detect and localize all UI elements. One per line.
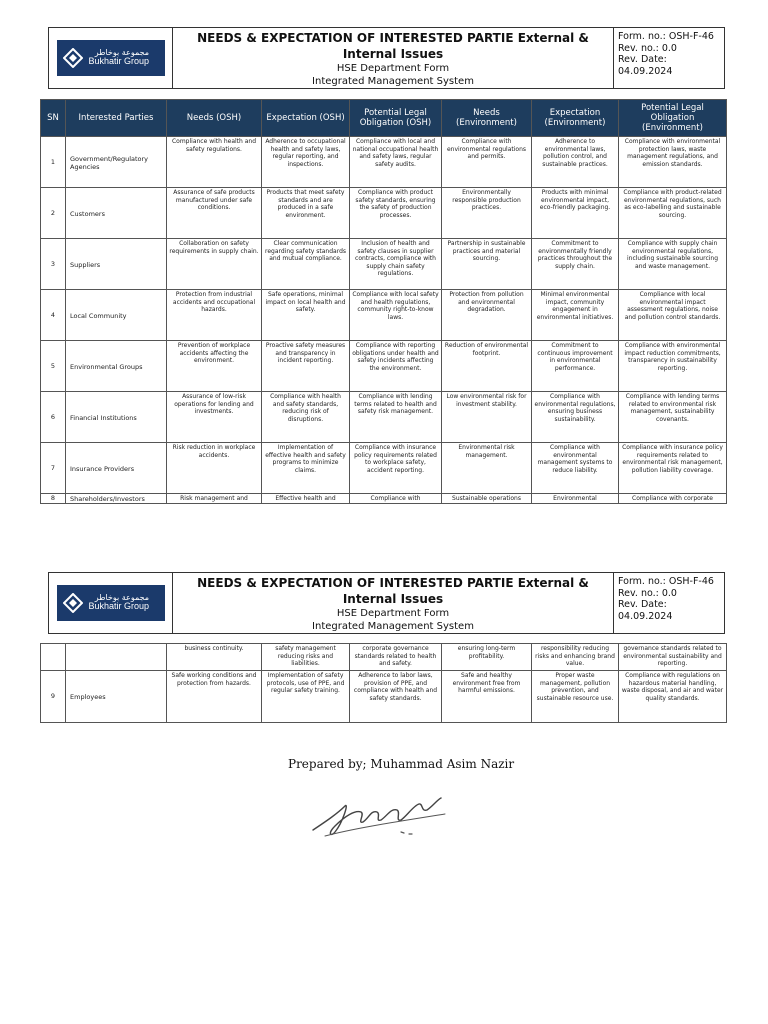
department-label: HSE Department Form xyxy=(336,63,450,74)
row-number: 4 xyxy=(41,290,66,341)
table-row xyxy=(41,671,727,723)
table-cell: Products with minimal environmental impact, eco-friendly packaging. xyxy=(532,188,619,239)
table-cell: Compliance with environmental impact reduction commitments, transparency in sustainability reporting. xyxy=(619,341,727,392)
table-cell: Commitment to continuous improvement in environmental performance. xyxy=(532,341,619,392)
table-cell: Adherence to labor laws, provision of PPE, and compliance with health and safety standards. xyxy=(350,671,442,723)
interested-party: Local Community xyxy=(66,290,167,341)
table-cell: Compliance with insurance policy requirements related to workplace safety, accident reporting. xyxy=(350,443,442,494)
table-cell: Assurance of safe products manufactured under safe conditions. xyxy=(167,188,262,239)
row-number: 5 xyxy=(41,341,66,392)
table-cell: Compliance with environmental regulations, ensuring business sustainability. xyxy=(532,392,619,443)
row-number: 1 xyxy=(41,137,66,188)
column-header-interested-parties: Interested Parties xyxy=(66,100,167,137)
interested-party: Financial Institutions xyxy=(66,392,167,443)
revision-date: 04.09.2024 xyxy=(618,610,673,622)
column-header-expectation-environment: Expectation (Environment) xyxy=(532,100,619,137)
column-header-expectation-osh: Expectation (OSH) xyxy=(262,100,350,137)
table-row xyxy=(41,290,727,341)
table-cell: Compliance with product-related environmental regulations, such as eco-labelling and sustainable sourcing. xyxy=(619,188,727,239)
table-row xyxy=(41,341,727,392)
table-cell: Risk management and xyxy=(167,494,262,504)
table-cell: Compliance with reporting obligations under health and safety incidents affecting the environment. xyxy=(350,341,442,392)
table-cell: Inclusion of health and safety clauses in supplier contracts, compliance with supply chain safety regulations. xyxy=(350,239,442,290)
form-meta xyxy=(614,28,724,88)
form-number: Form. no.: OSH-F-46 xyxy=(618,31,714,42)
column-header-potential-legal-obligation-environment: Potential Legal Obligation (Environment) xyxy=(619,100,727,137)
table-cell: Compliance with corporate xyxy=(619,494,727,504)
logo-arabic: مجموعة بوخاطر xyxy=(94,592,150,602)
table-cell: Compliance with local and national occupational health and safety laws, regular safety audits. xyxy=(350,137,442,188)
logo-english: Bukhatir Group xyxy=(88,601,150,612)
table-cell: Adherence to occupational health and safety laws, regular reporting, and inspections. xyxy=(262,137,350,188)
system-label: Integrated Management System xyxy=(312,621,474,632)
table-cell: Environmental risk management. xyxy=(442,443,532,494)
table-cell: Compliance with lending terms related to environmental risk management, sustainability covenants. xyxy=(619,392,727,443)
table-cell: Implementation of effective health and safety programs to minimize claims. xyxy=(262,443,350,494)
table-cell: Assurance of low-risk operations for lending and investments. xyxy=(167,392,262,443)
logo-cell xyxy=(49,573,173,633)
company-logo xyxy=(57,585,165,621)
diamond-logo-icon xyxy=(63,48,83,68)
interested-party xyxy=(66,644,167,671)
interested-party: Shareholders/Investors xyxy=(66,494,167,504)
table-row xyxy=(41,392,727,443)
table-cell: Compliance with supply chain environmental regulations, including sustainable sourcing and waste management. xyxy=(619,239,727,290)
prepared-by: Prepared by; Muhammad Asim Nazir xyxy=(288,757,515,771)
table-cell: Protection from industrial accidents and occupational hazards. xyxy=(167,290,262,341)
page-2 xyxy=(0,520,768,1024)
table-cell: corporate governance standards related to health and safety. xyxy=(350,644,442,671)
row-number: 9 xyxy=(41,671,66,723)
system-label: Integrated Management System xyxy=(312,76,474,87)
row-number: 2 xyxy=(41,188,66,239)
form-header-page-2 xyxy=(48,572,725,634)
table-cell: Implementation of safety protocols, use of PPE, and regular safety training. xyxy=(262,671,350,723)
table-cell: business continuity. xyxy=(167,644,262,671)
column-header-needs-osh: Needs (OSH) xyxy=(167,100,262,137)
table-cell: Commitment to environmentally friendly practices throughout the supply chain. xyxy=(532,239,619,290)
row-number: 7 xyxy=(41,443,66,494)
table-header-row xyxy=(41,100,727,137)
interested-party: Suppliers xyxy=(66,239,167,290)
table-cell: Proper waste management, pollution prevention, and sustainable resource use. xyxy=(532,671,619,723)
table-cell: Reduction of environmental footprint. xyxy=(442,341,532,392)
signature-image xyxy=(305,792,455,846)
table-row xyxy=(41,239,727,290)
table-cell: Environmentally responsible production practices. xyxy=(442,188,532,239)
revision-number: Rev. no.: 0.0 xyxy=(618,587,677,599)
table-cell: responsibility reducing risks and enhancing brand value. xyxy=(532,644,619,671)
row-number: 3 xyxy=(41,239,66,290)
table-cell: Compliance with health and safety standards, reducing risk of disruptions. xyxy=(262,392,350,443)
header-title-cell xyxy=(173,573,614,633)
table-cell: Compliance with environmental regulations and permits. xyxy=(442,137,532,188)
row-number xyxy=(41,644,66,671)
table-cell: Compliance with regulations on hazardous material handling, waste disposal, and air and water quality standards. xyxy=(619,671,727,723)
column-header-sn: SN xyxy=(41,100,66,137)
row-number: 6 xyxy=(41,392,66,443)
table-cell: Effective health and xyxy=(262,494,350,504)
table-cell: Risk reduction in workplace accidents. xyxy=(167,443,262,494)
company-logo xyxy=(57,40,165,76)
revision-date-label: Rev. Date: xyxy=(618,54,667,65)
revision-date: 04.09.2024 xyxy=(618,65,673,77)
interested-party: Customers xyxy=(66,188,167,239)
form-meta xyxy=(614,573,724,633)
table-row xyxy=(41,644,727,671)
form-title: NEEDS & EXPECTATION OF INTERESTED PARTIE External & Internal Issues xyxy=(197,576,589,606)
interested-parties-table xyxy=(40,99,727,504)
table-cell: Collaboration on safety requirements in supply chain. xyxy=(167,239,262,290)
table-cell: Compliance with insurance policy requirements related to environmental risk management, pollution liability coverage. xyxy=(619,443,727,494)
table-cell: Low environmental risk for investment stability. xyxy=(442,392,532,443)
table-cell: Environmental xyxy=(532,494,619,504)
table-cell: Safe and healthy environment free from harmful emissions. xyxy=(442,671,532,723)
logo-english: Bukhatir Group xyxy=(88,56,150,67)
form-title: NEEDS & EXPECTATION OF INTERESTED PARTIE External & Internal Issues xyxy=(197,31,589,61)
interested-party: Insurance Providers xyxy=(66,443,167,494)
table-cell: Adherence to environmental laws, pollution control, and sustainable practices. xyxy=(532,137,619,188)
table-cell: Products that meet safety standards and are produced in a safe environment. xyxy=(262,188,350,239)
form-number: Form. no.: OSH-F-46 xyxy=(618,576,714,587)
table-row xyxy=(41,494,727,504)
interested-party: Government/Regulatory Agencies xyxy=(66,137,167,188)
table-cell: Compliance with product safety standards, ensuring the safety of production processes. xyxy=(350,188,442,239)
department-label: HSE Department Form xyxy=(336,608,450,619)
header-title-cell xyxy=(173,28,614,88)
table-cell: Compliance with local environmental impact assessment regulations, noise and pollution control standards. xyxy=(619,290,727,341)
row-number: 8 xyxy=(41,494,66,504)
revision-number: Rev. no.: 0.0 xyxy=(618,42,677,54)
logo-arabic: مجموعة بوخاطر xyxy=(94,47,150,57)
table-cell: safety management reducing risks and liabilities. xyxy=(262,644,350,671)
table-cell: Safe working conditions and protection from hazards. xyxy=(167,671,262,723)
interested-party: Employees xyxy=(66,671,167,723)
revision-date-label: Rev. Date: xyxy=(618,599,667,610)
table-cell: Protection from pollution and environmental degradation. xyxy=(442,290,532,341)
table-cell: Compliance with xyxy=(350,494,442,504)
table-cell: ensuring long-term profitability. xyxy=(442,644,532,671)
table-cell: Compliance with local safety and health regulations, community right-to-know laws. xyxy=(350,290,442,341)
table-cell: governance standards related to environmental sustainability and reporting. xyxy=(619,644,727,671)
table-row xyxy=(41,443,727,494)
table-cell: Proactive safety measures and transparency in incident reporting. xyxy=(262,341,350,392)
logo-cell xyxy=(49,28,173,88)
table-cell: Compliance with health and safety regulations. xyxy=(167,137,262,188)
table-cell: Compliance with lending terms related to health and safety risk management. xyxy=(350,392,442,443)
interested-party: Environmental Groups xyxy=(66,341,167,392)
table-row xyxy=(41,137,727,188)
table-cell: Compliance with environmental management systems to reduce liability. xyxy=(532,443,619,494)
table-cell: Prevention of workplace accidents affecting the environment. xyxy=(167,341,262,392)
table-cell: Partnership in sustainable practices and material sourcing. xyxy=(442,239,532,290)
form-header xyxy=(48,27,725,89)
column-header-needs-environment: Needs (Environment) xyxy=(442,100,532,137)
column-header-potential-legal-obligation-osh: Potential Legal Obligation (OSH) xyxy=(350,100,442,137)
diamond-logo-icon xyxy=(63,593,83,613)
table-cell: Clear communication regarding safety standards and mutual compliance. xyxy=(262,239,350,290)
table-cell: Compliance with environmental protection laws, waste management regulations, and emission standards. xyxy=(619,137,727,188)
table-row xyxy=(41,188,727,239)
interested-parties-table-continued xyxy=(40,643,727,723)
table-cell: Sustainable operations xyxy=(442,494,532,504)
table-cell: Safe operations, minimal impact on local health and safety. xyxy=(262,290,350,341)
table-cell: Minimal environmental impact, community engagement in environmental initiatives. xyxy=(532,290,619,341)
